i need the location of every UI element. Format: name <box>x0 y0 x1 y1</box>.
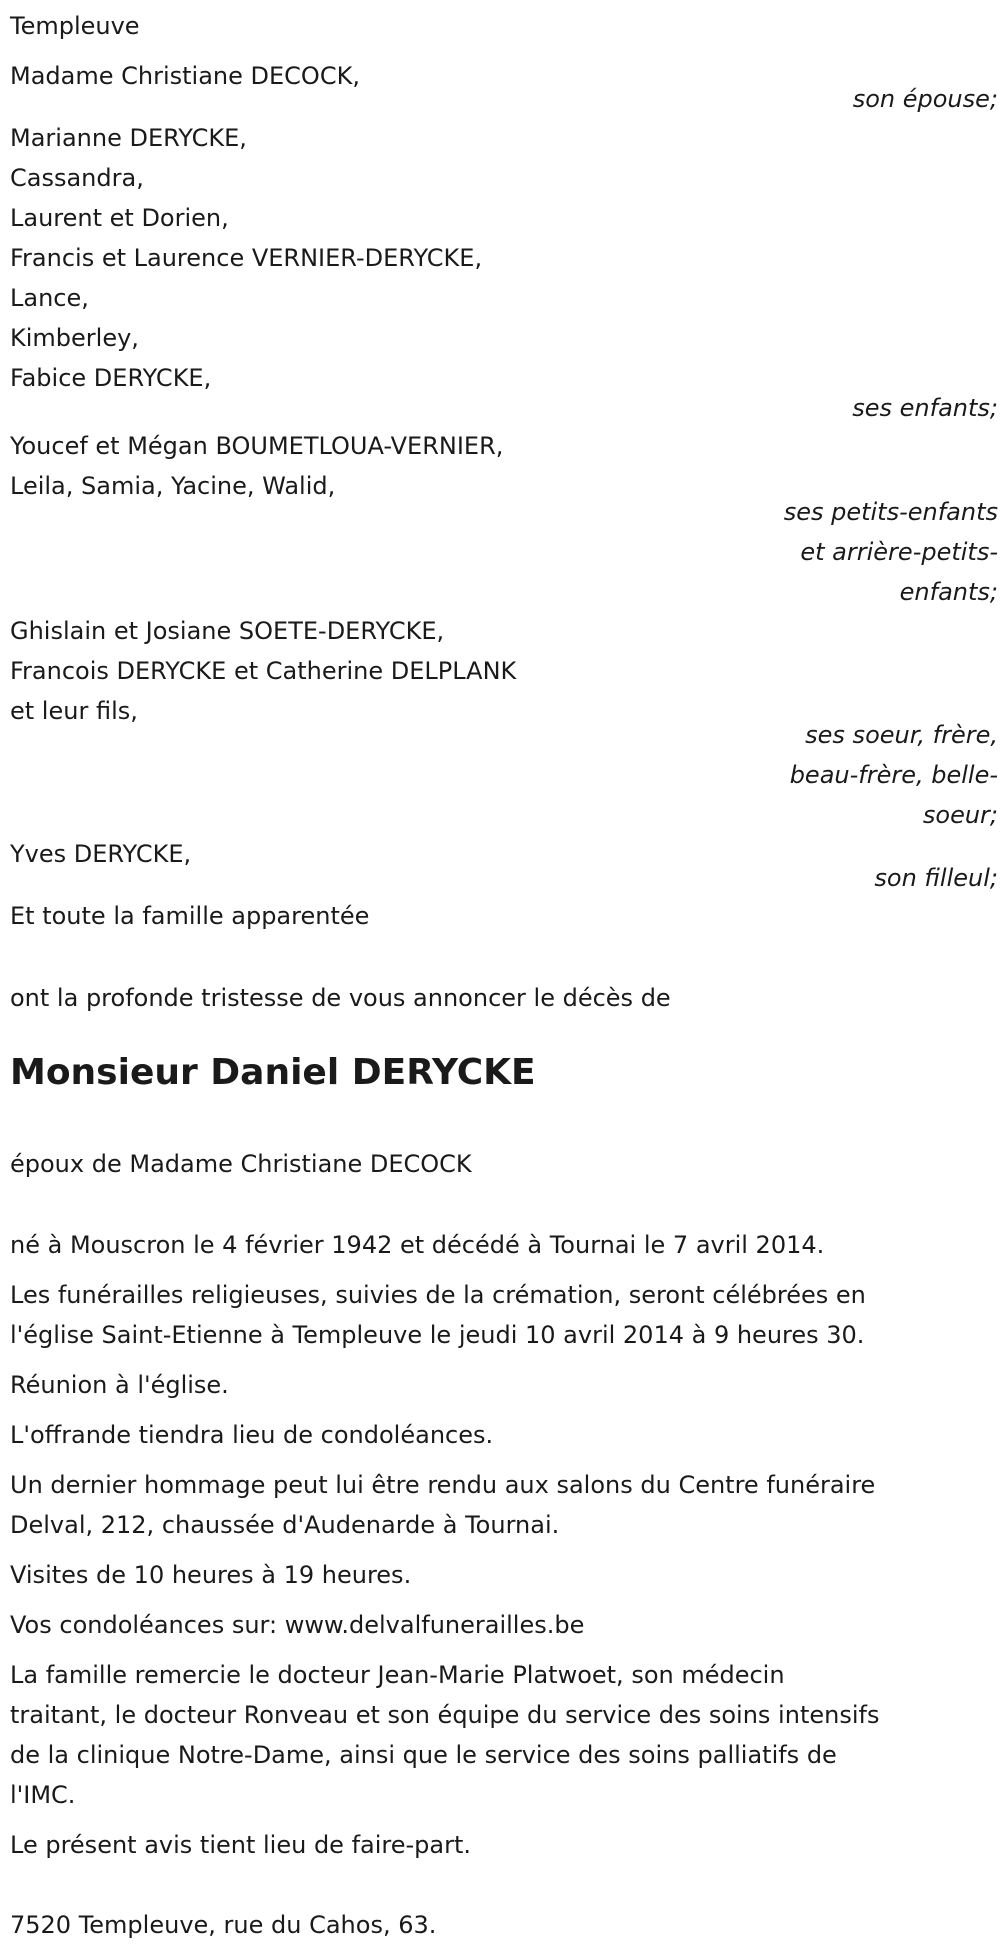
sibling-name: Ghislain et Josiane SOETE-DERYCKE, <box>10 617 445 645</box>
thanks-line: La famille remercie le docteur Jean-Marie Platwoet, son médecin <box>10 1661 785 1689</box>
offering: L'offrande tiendra lieu de condoléances. <box>10 1421 494 1449</box>
child-name: Cassandra, <box>10 164 144 192</box>
grandchildren-role-line: enfants; <box>899 578 998 606</box>
spouse-name: Madame Christiane DECOCK, <box>10 62 360 90</box>
children-role: ses enfants; <box>852 394 998 422</box>
child-name: Fabice DERYCKE, <box>10 364 212 392</box>
grandchildren-role-line: et arrière-petits- <box>800 538 998 566</box>
child-name: Francis et Laurence VERNIER-DERYCKE, <box>10 244 483 272</box>
family-line: Et toute la famille apparentée <box>10 902 370 930</box>
funeral-line: l'église Saint-Etienne à Templeuve le jeudi 10 avril 2014 à 9 heures 30. <box>10 1321 865 1349</box>
tribute-line: Delval, 212, chaussée d'Audenarde à Tournai. <box>10 1511 560 1539</box>
thanks-line: de la clinique Notre-Dame, ainsi que le service des soins palliatifs de <box>10 1741 837 1769</box>
spouse-role: son épouse; <box>852 85 998 113</box>
child-name: Kimberley, <box>10 324 139 352</box>
tribute-line: Un dernier hommage peut lui être rendu aux salons du Centre funéraire <box>10 1471 876 1499</box>
child-name: Laurent et Dorien, <box>10 204 229 232</box>
condolences: Vos condoléances sur: www.delvalfunerailles.be <box>10 1611 585 1639</box>
grandchildren-role-line: ses petits-enfants <box>783 498 998 526</box>
siblings-role-line: beau-frère, belle- <box>789 761 998 789</box>
siblings-role-line: ses soeur, frère, <box>805 721 998 749</box>
grandchild-name: Leila, Samia, Yacine, Walid, <box>10 472 336 500</box>
meeting: Réunion à l'église. <box>10 1371 229 1399</box>
sibling-name: Francois DERYCKE et Catherine DELPLANK <box>10 657 517 685</box>
godson-name: Yves DERYCKE, <box>10 840 192 868</box>
location: Templeuve <box>10 12 140 40</box>
notice: Le présent avis tient lieu de faire-part. <box>10 1831 472 1859</box>
siblings-role-line: soeur; <box>922 801 998 829</box>
visits: Visites de 10 heures à 19 heures. <box>10 1561 412 1589</box>
thanks-line: l'IMC. <box>10 1781 76 1809</box>
spouse-of: époux de Madame Christiane DECOCK <box>10 1150 472 1178</box>
announcement: ont la profonde tristesse de vous annoncer le décès de <box>10 984 671 1012</box>
grandchild-name: Youcef et Mégan BOUMETLOUA-VERNIER, <box>10 432 504 460</box>
funeral-line: Les funérailles religieuses, suivies de la crémation, seront célébrées en <box>10 1281 866 1309</box>
deceased-name: Monsieur Daniel DERYCKE <box>10 1052 536 1093</box>
godson-role: son filleul; <box>874 864 998 892</box>
address: 7520 Templeuve, rue du Cahos, 63. <box>10 1911 437 1939</box>
sibling-name: et leur fils, <box>10 697 138 725</box>
child-name: Marianne DERYCKE, <box>10 124 247 152</box>
child-name: Lance, <box>10 284 89 312</box>
thanks-line: traitant, le docteur Ronveau et son équipe du service des soins intensifs <box>10 1701 880 1729</box>
birth-death: né à Mouscron le 4 février 1942 et décédé à Tournai le 7 avril 2014. <box>10 1231 825 1259</box>
